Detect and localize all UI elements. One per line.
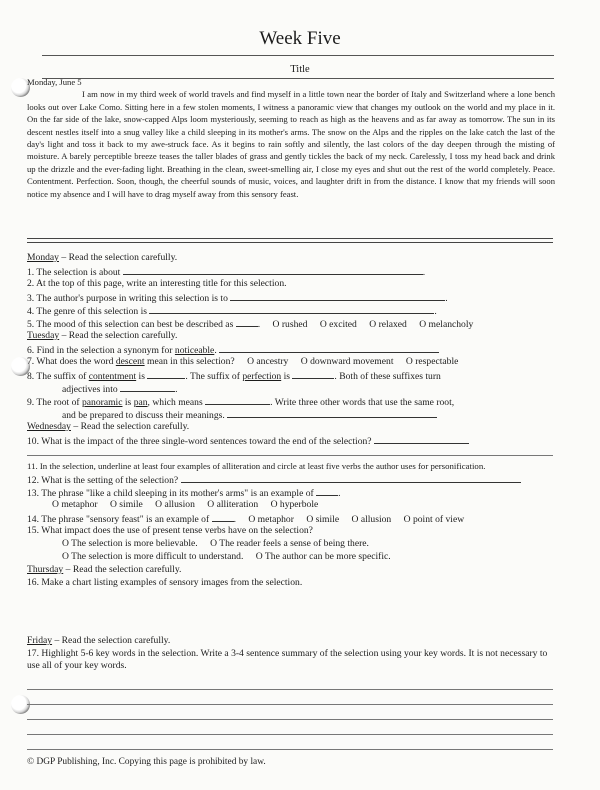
option-ancestry[interactable]: O ancestry [247, 356, 289, 367]
question-text: is [281, 371, 291, 382]
question-14: 14. The phrase "sensory feast" is an example of . O metaphor O simile O allusion O point of view [27, 514, 465, 525]
question-text: 7. What does the word [27, 356, 116, 367]
question-text: . Both of these suffixes turn [334, 371, 441, 382]
question-text: 8. The suffix of [27, 371, 89, 382]
option-respectable[interactable]: O respectable [405, 356, 459, 367]
vocab-word: contentment [88, 371, 137, 382]
day-label: Friday [27, 635, 53, 646]
reading-selection [27, 76, 555, 200]
option-downward-movement[interactable]: O downward movement [300, 356, 394, 367]
question-16 [27, 577, 567, 589]
answer-blank[interactable] [120, 382, 175, 392]
option-alliteration[interactable]: O alliteration [207, 499, 259, 510]
option-more-believable[interactable]: O The selection is more believable. [62, 538, 198, 549]
question-text: . [214, 345, 217, 356]
question-text: . The suffix of [185, 371, 243, 382]
wednesday-heading [27, 421, 567, 433]
question-text: 3. The author's purpose in writing this selection is to [27, 293, 228, 304]
question-11 [27, 460, 567, 472]
page-title: Week Five [259, 28, 341, 49]
answer-blank[interactable] [230, 291, 445, 301]
answer-blank[interactable] [147, 369, 185, 379]
option-more-specific[interactable]: O The author can be more specific. [255, 551, 391, 562]
question-text: 12. What is the setting of the selection? [27, 475, 179, 486]
option-more-difficult[interactable]: O The selection is more difficult to understand. [62, 551, 244, 562]
question-5: 5. The mood of this selection can best be described as . O rushed O excited O relaxed O melancholy [27, 319, 474, 330]
vocab-word: pan [133, 397, 148, 408]
question-8-continued: adjectives into . [62, 384, 178, 395]
question-text: 11. In the selection, underline at least four examples of alliteration and circle at least five verbs the author uses for personification. [27, 461, 486, 471]
vocab-word: perfection [242, 371, 282, 382]
question-9 [27, 395, 567, 409]
day-label: Thursday [27, 564, 64, 575]
option-rushed[interactable]: O rushed [272, 319, 308, 330]
tuesday-heading [27, 330, 567, 342]
option-melancholy[interactable]: O melancholy [419, 319, 474, 330]
question-text: 5. The mood of this selection can best be described as [27, 319, 234, 330]
question-15 [27, 525, 567, 537]
question-text: 17. Highlight 5-6 key words in the selection. Write a 3-4 sentence summary of the selection using your key words. It is not necessary to use all of your key words. [27, 648, 548, 671]
answer-blank[interactable] [181, 473, 521, 483]
answer-line[interactable] [27, 749, 553, 750]
question-3: 3. The author's purpose in writing this selection is to . [27, 293, 448, 304]
vocab-word: noticeable [174, 345, 215, 356]
answer-blank[interactable] [374, 434, 469, 444]
answer-blank[interactable] [316, 486, 338, 496]
question-15-options-row1 [62, 538, 600, 550]
question-text: . Write three other words that use the same root, [270, 397, 455, 408]
instruction: – Read the selection carefully. [58, 252, 178, 263]
question-2 [27, 278, 567, 290]
day-label: Wednesday [27, 421, 71, 432]
option-metaphor[interactable]: O metaphor [52, 499, 98, 510]
vocab-word: panoramic [81, 397, 123, 408]
option-simile[interactable]: O simile [306, 514, 340, 525]
question-text: and be prepared to discuss their meanings. [62, 410, 225, 421]
answer-blank[interactable] [212, 512, 234, 522]
answer-line[interactable] [27, 734, 553, 735]
question-7 [27, 356, 567, 368]
question-text: 14. The phrase "sensory feast" is an example of [27, 514, 210, 525]
question-text: 4. The genre of this selection is [27, 306, 147, 317]
title-label: Title [290, 64, 310, 75]
answer-blank[interactable] [219, 343, 439, 353]
question-17 [27, 648, 553, 672]
option-allusion[interactable]: O allusion [155, 499, 195, 510]
instruction: – Read the selection carefully. [63, 564, 182, 575]
answer-blank[interactable] [236, 317, 258, 327]
answer-line[interactable] [27, 689, 553, 690]
question-text: 6. Find in the selection a synonym for [27, 345, 175, 356]
question-text: mean in this selection? [144, 356, 235, 367]
question-text: adjectives into [62, 384, 118, 395]
friday-heading [27, 635, 567, 647]
copyright-notice: © DGP Publishing, Inc. Copying this page is prohibited by law. [27, 757, 266, 767]
option-simile[interactable]: O simile [109, 499, 143, 510]
question-13: 13. The phrase "like a child sleeping in its mother's arms" is an example of . [27, 488, 341, 499]
instruction: – Read the selection carefully. [59, 330, 178, 341]
question-text: 15. What impact does the use of present tense verbs have on the selection? [27, 525, 313, 536]
answer-blank[interactable] [292, 369, 334, 379]
question-text: 10. What is the impact of the three single-word sentences toward the end of the selection? [27, 436, 372, 447]
question-text: , which means [147, 397, 203, 408]
answer-blank[interactable] [205, 395, 270, 405]
question-9-continued [62, 408, 600, 422]
option-allusion[interactable]: O allusion [351, 514, 392, 525]
question-text: 13. The phrase "like a child sleeping in its mother's arms" is an example of [27, 488, 314, 499]
option-sense-of-being-there[interactable]: O The reader feels a sense of being there. [210, 538, 369, 549]
day-label: Monday [27, 252, 59, 263]
story-date: Monday, June 5 [27, 77, 82, 87]
question-text: 9. The root of [27, 397, 82, 408]
section-divider [27, 238, 553, 243]
answer-blank[interactable] [227, 408, 437, 418]
question-6 [27, 343, 567, 357]
question-12 [27, 473, 567, 487]
option-point-of-view[interactable]: O point of view [403, 514, 465, 525]
option-hyperbole[interactable]: O hyperbole [270, 499, 319, 510]
answer-line[interactable] [27, 704, 553, 705]
instruction: – Read the selection carefully. [70, 421, 190, 432]
question-text: 1. The selection is about [27, 267, 121, 278]
story-text: I am now in my third week of world travels and find myself in a little town near the border of Italy and Switzerland where a lone bench looks out over Lake Como. Sitting here in a few stolen moments, I witness a panoramic view that changes my outlook on the world and my place in it. On the far side of the lake, snow-capped Alps loom mysteriously, seeming to reach as high as the heavens and as far away as tomorrow. The sun in its descent nestles itself into a snug valley like a child sleeping in its mother's arms. The snow on the Alps and the ripples on the lake catch the last of the day's light and toss it back to my awe-struck face. As it begins to rain softly and silently, the last colors of the day deepen through the misting of moisture. A barely perceptible breeze teases the taller blades of grass and gently tickles the back of my neck. Carelessly, I toss my head back and drink up the drizzle and the ever-fading light. Breathing in the clean, sweet-smelling air, I close my eyes and shut out the rest of the world completely. Peace. Contentment. Perfection. Soon, though, the cheerful sounds of music, voices, and laughter drift in from the distance. I know that my friends will soon notice my absence and I will have to drag myself away from this sensory feast. [27, 89, 555, 199]
vocab-word: descent [115, 356, 145, 367]
monday-heading [27, 252, 567, 264]
answer-blank[interactable] [123, 265, 423, 275]
question-1: 1. The selection is about . [27, 267, 426, 278]
question-text: 2. At the top of this page, write an interesting title for this selection. [27, 278, 287, 289]
option-excited[interactable]: O excited [319, 319, 357, 330]
question-4: 4. The genre of this selection is . [27, 306, 437, 317]
thursday-heading [27, 564, 567, 576]
question-text: is [136, 371, 145, 382]
answer-blank[interactable] [149, 304, 434, 314]
title-rule [42, 55, 554, 56]
answer-line[interactable] [27, 719, 553, 720]
question-text: is [122, 397, 134, 408]
option-relaxed[interactable]: O relaxed [369, 319, 407, 330]
day-label: Tuesday [27, 330, 60, 341]
question-8 [27, 369, 567, 383]
question-13-options [52, 499, 592, 511]
instruction: – Read the selection carefully. [52, 635, 171, 646]
option-metaphor[interactable]: O metaphor [248, 514, 294, 525]
question-text: 16. Make a chart listing examples of sensory images from the selection. [27, 577, 303, 588]
question-10 [27, 434, 567, 448]
question-15-options-row2 [62, 551, 600, 563]
answer-line[interactable] [27, 455, 553, 456]
